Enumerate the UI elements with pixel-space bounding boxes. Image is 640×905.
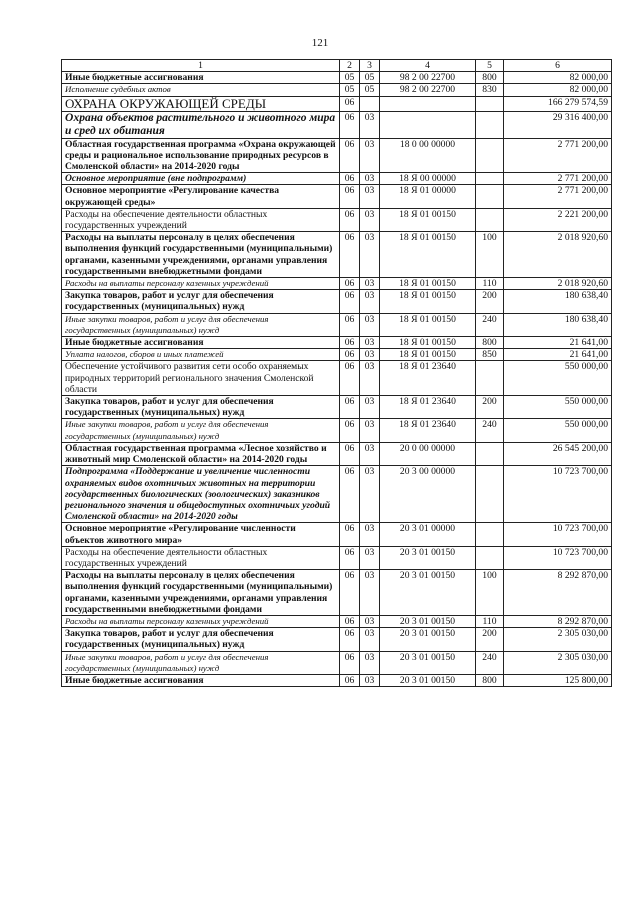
subsection-code-cell: 03 bbox=[360, 138, 380, 173]
amount-cell: 82 000,00 bbox=[504, 84, 612, 96]
row-name-cell: Уплата налогов, сборов и иных платежей bbox=[62, 349, 340, 361]
row-name-cell: Закупка товаров, работ и услуг для обеспечения государственных (муниципальных) нужд bbox=[62, 396, 340, 419]
amount-cell: 550 000,00 bbox=[504, 396, 612, 419]
header-cell: 6 bbox=[504, 60, 612, 72]
table-row bbox=[62, 72, 612, 84]
section-code-cell: 06 bbox=[340, 546, 360, 569]
subsection-code-cell: 03 bbox=[360, 361, 380, 396]
header-cell: 4 bbox=[380, 60, 476, 72]
subsection-code-cell: 03 bbox=[360, 232, 380, 278]
target-article-cell: 20 3 00 00000 bbox=[380, 466, 476, 523]
subsection-code-cell: 03 bbox=[360, 419, 380, 442]
amount-cell: 2 221 200,00 bbox=[504, 208, 612, 231]
amount-cell: 2 305 030,00 bbox=[504, 628, 612, 651]
amount-cell: 21 641,00 bbox=[504, 337, 612, 349]
section-code-cell: 06 bbox=[340, 651, 360, 674]
subsection-code-cell: 03 bbox=[360, 396, 380, 419]
amount-cell: 2 018 920,60 bbox=[504, 278, 612, 290]
expense-type-cell: 100 bbox=[476, 232, 504, 278]
target-article-cell: 20 3 01 00150 bbox=[380, 628, 476, 651]
section-code-cell: 06 bbox=[340, 615, 360, 627]
row-name-cell: Иные бюджетные ассигнования bbox=[62, 337, 340, 349]
amount-cell: 21 641,00 bbox=[504, 349, 612, 361]
subsection-code-cell: 03 bbox=[360, 523, 380, 546]
table-row bbox=[62, 570, 612, 616]
expense-type-cell bbox=[476, 361, 504, 396]
target-article-cell: 20 3 01 00150 bbox=[380, 674, 476, 686]
table-row bbox=[62, 313, 612, 336]
expense-type-cell: 240 bbox=[476, 651, 504, 674]
section-code-cell: 06 bbox=[340, 419, 360, 442]
subsection-code-cell: 05 bbox=[360, 72, 380, 84]
section-code-cell: 06 bbox=[340, 523, 360, 546]
target-article-cell: 20 0 00 00000 bbox=[380, 442, 476, 465]
amount-cell: 550 000,00 bbox=[504, 361, 612, 396]
expense-type-cell: 800 bbox=[476, 337, 504, 349]
amount-cell: 180 638,40 bbox=[504, 290, 612, 313]
row-name-cell: Подпрограмма «Поддержание и увеличение численности охраняемых видов охотничьих животных на территории государственных биологических (зоологических) заказников регионального значения и общедоступных охотничьих угодий Смоленской области» на 2014-2020 годы bbox=[62, 466, 340, 523]
amount-cell: 26 545 200,00 bbox=[504, 442, 612, 465]
row-name-cell: Иные бюджетные ассигнования bbox=[62, 674, 340, 686]
expense-type-cell bbox=[476, 173, 504, 185]
table-row bbox=[62, 615, 612, 627]
subsection-code-cell: 03 bbox=[360, 111, 380, 138]
target-article-cell: 18 Я 01 00150 bbox=[380, 290, 476, 313]
target-article-cell: 20 3 01 00150 bbox=[380, 651, 476, 674]
subsection-code-cell: 03 bbox=[360, 313, 380, 336]
table-row bbox=[62, 173, 612, 185]
section-code-cell: 05 bbox=[340, 84, 360, 96]
amount-cell: 550 000,00 bbox=[504, 419, 612, 442]
expense-type-cell bbox=[476, 466, 504, 523]
header-cell: 3 bbox=[360, 60, 380, 72]
target-article-cell: 18 Я 01 23640 bbox=[380, 396, 476, 419]
amount-cell: 2 771 200,00 bbox=[504, 138, 612, 173]
expense-type-cell bbox=[476, 546, 504, 569]
subsection-code-cell: 03 bbox=[360, 442, 380, 465]
table-row bbox=[62, 96, 612, 111]
subsection-code-cell: 03 bbox=[360, 278, 380, 290]
target-article-cell: 20 3 01 00000 bbox=[380, 523, 476, 546]
amount-cell: 8 292 870,00 bbox=[504, 570, 612, 616]
amount-cell: 166 279 574,59 bbox=[504, 96, 612, 111]
section-code-cell: 06 bbox=[340, 278, 360, 290]
row-name-cell: Иные бюджетные ассигнования bbox=[62, 72, 340, 84]
expense-type-cell bbox=[476, 111, 504, 138]
table-row bbox=[62, 290, 612, 313]
row-name-cell: Расходы на выплаты персоналу в целях обеспечения выполнения функций государственными (муниципальными) органами, казенными учреждениями, органами управления государственными внебюджетными фондами bbox=[62, 232, 340, 278]
expense-type-cell: 200 bbox=[476, 396, 504, 419]
target-article-cell: 98 2 00 22700 bbox=[380, 84, 476, 96]
amount-cell: 2 305 030,00 bbox=[504, 651, 612, 674]
target-article-cell: 20 3 01 00150 bbox=[380, 546, 476, 569]
target-article-cell bbox=[380, 111, 476, 138]
expense-type-cell: 800 bbox=[476, 674, 504, 686]
expense-type-cell: 830 bbox=[476, 84, 504, 96]
target-article-cell: 18 Я 01 00150 bbox=[380, 208, 476, 231]
subsection-code-cell: 03 bbox=[360, 337, 380, 349]
row-name-cell: Закупка товаров, работ и услуг для обеспечения государственных (муниципальных) нужд bbox=[62, 628, 340, 651]
section-code-cell: 06 bbox=[340, 337, 360, 349]
section-code-cell: 06 bbox=[340, 570, 360, 616]
section-code-cell: 06 bbox=[340, 290, 360, 313]
subsection-code-cell: 03 bbox=[360, 290, 380, 313]
section-code-cell: 06 bbox=[340, 466, 360, 523]
subsection-code-cell: 03 bbox=[360, 466, 380, 523]
expense-type-cell bbox=[476, 138, 504, 173]
section-code-cell: 06 bbox=[340, 96, 360, 111]
table-row bbox=[62, 185, 612, 208]
subsection-code-cell: 03 bbox=[360, 349, 380, 361]
amount-cell: 8 292 870,00 bbox=[504, 615, 612, 627]
target-article-cell: 18 Я 01 23640 bbox=[380, 419, 476, 442]
target-article-cell: 98 2 00 22700 bbox=[380, 72, 476, 84]
table-row bbox=[62, 674, 612, 686]
amount-cell: 10 723 700,00 bbox=[504, 466, 612, 523]
row-name-cell: Расходы на выплаты персоналу в целях обеспечения выполнения функций государственными (муниципальными) органами, казенными учреждениями, органами управления государственными внебюджетными фондами bbox=[62, 570, 340, 616]
section-code-cell: 06 bbox=[340, 396, 360, 419]
table-body bbox=[62, 72, 612, 687]
amount-cell: 2 771 200,00 bbox=[504, 173, 612, 185]
row-name-cell: Областная государственная программа «Лесное хозяйство и животный мир Смоленской области» на 2014-2020 годы bbox=[62, 442, 340, 465]
table-header-row bbox=[62, 60, 612, 72]
table-row bbox=[62, 546, 612, 569]
row-name-cell: ОХРАНА ОКРУЖАЮЩЕЙ СРЕДЫ bbox=[62, 96, 340, 111]
target-article-cell: 18 0 00 00000 bbox=[380, 138, 476, 173]
row-name-cell: Иные закупки товаров, работ и услуг для обеспечения государственных (муниципальных) нужд bbox=[62, 419, 340, 442]
target-article-cell: 20 3 01 00150 bbox=[380, 570, 476, 616]
table-row bbox=[62, 396, 612, 419]
row-name-cell: Исполнение судебных актов bbox=[62, 84, 340, 96]
table-row bbox=[62, 111, 612, 138]
target-article-cell: 18 Я 01 00150 bbox=[380, 349, 476, 361]
section-code-cell: 06 bbox=[340, 138, 360, 173]
section-code-cell: 06 bbox=[340, 185, 360, 208]
subsection-code-cell: 03 bbox=[360, 615, 380, 627]
subsection-code-cell: 03 bbox=[360, 173, 380, 185]
table-row bbox=[62, 442, 612, 465]
table-row bbox=[62, 232, 612, 278]
subsection-code-cell: 03 bbox=[360, 570, 380, 616]
row-name-cell: Расходы на выплаты персоналу казенных учреждений bbox=[62, 615, 340, 627]
expense-type-cell: 200 bbox=[476, 628, 504, 651]
section-code-cell: 06 bbox=[340, 173, 360, 185]
expense-type-cell: 110 bbox=[476, 278, 504, 290]
row-name-cell: Областная государственная программа «Охрана окружающей среды и рациональное использование природных ресурсов в Смоленской области» на 2014-2020 годы bbox=[62, 138, 340, 173]
expense-type-cell: 850 bbox=[476, 349, 504, 361]
target-article-cell: 18 Я 01 00150 bbox=[380, 313, 476, 336]
expense-type-cell: 800 bbox=[476, 72, 504, 84]
row-name-cell: Обеспечение устойчивого развития сети особо охраняемых природных территорий регионального значения Смоленской области bbox=[62, 361, 340, 396]
section-code-cell: 06 bbox=[340, 442, 360, 465]
table-row bbox=[62, 337, 612, 349]
page-number: 121 bbox=[311, 37, 329, 49]
expense-type-cell: 240 bbox=[476, 419, 504, 442]
subsection-code-cell: 03 bbox=[360, 208, 380, 231]
section-code-cell: 06 bbox=[340, 313, 360, 336]
table-row bbox=[62, 466, 612, 523]
section-code-cell: 06 bbox=[340, 628, 360, 651]
row-name-cell: Иные закупки товаров, работ и услуг для обеспечения государственных (муниципальных) нужд bbox=[62, 313, 340, 336]
table-row bbox=[62, 349, 612, 361]
section-code-cell: 06 bbox=[340, 208, 360, 231]
subsection-code-cell: 03 bbox=[360, 628, 380, 651]
table-row bbox=[62, 84, 612, 96]
target-article-cell bbox=[380, 96, 476, 111]
expense-type-cell: 100 bbox=[476, 570, 504, 616]
table-row bbox=[62, 138, 612, 173]
target-article-cell: 18 Я 01 00150 bbox=[380, 278, 476, 290]
row-name-cell: Основное мероприятие «Регулирование качества окружающей среды» bbox=[62, 185, 340, 208]
amount-cell: 180 638,40 bbox=[504, 313, 612, 336]
amount-cell: 125 800,00 bbox=[504, 674, 612, 686]
target-article-cell: 18 Я 01 00150 bbox=[380, 232, 476, 278]
row-name-cell: Расходы на выплаты персоналу казенных учреждений bbox=[62, 278, 340, 290]
expense-type-cell bbox=[476, 185, 504, 208]
table-row bbox=[62, 523, 612, 546]
expense-type-cell: 110 bbox=[476, 615, 504, 627]
expense-type-cell bbox=[476, 96, 504, 111]
budget-table bbox=[61, 59, 612, 687]
table-row bbox=[62, 361, 612, 396]
subsection-code-cell: 03 bbox=[360, 651, 380, 674]
header-cell: 1 bbox=[62, 60, 340, 72]
section-code-cell: 06 bbox=[340, 349, 360, 361]
section-code-cell: 05 bbox=[340, 72, 360, 84]
amount-cell: 10 723 700,00 bbox=[504, 523, 612, 546]
section-code-cell: 06 bbox=[340, 111, 360, 138]
expense-type-cell: 200 bbox=[476, 290, 504, 313]
row-name-cell: Расходы на обеспечение деятельности областных государственных учреждений bbox=[62, 208, 340, 231]
subsection-code-cell: 03 bbox=[360, 185, 380, 208]
target-article-cell: 18 Я 01 23640 bbox=[380, 361, 476, 396]
table-row bbox=[62, 651, 612, 674]
header-cell: 5 bbox=[476, 60, 504, 72]
table-row bbox=[62, 419, 612, 442]
amount-cell: 29 316 400,00 bbox=[504, 111, 612, 138]
section-code-cell: 06 bbox=[340, 232, 360, 278]
expense-type-cell bbox=[476, 208, 504, 231]
expense-type-cell bbox=[476, 523, 504, 546]
table-row bbox=[62, 208, 612, 231]
amount-cell: 2 018 920,60 bbox=[504, 232, 612, 278]
row-name-cell: Охрана объектов растительного и животного мира и сред их обитания bbox=[62, 111, 340, 138]
section-code-cell: 06 bbox=[340, 361, 360, 396]
row-name-cell: Основное мероприятие (вне подпрограмм) bbox=[62, 173, 340, 185]
subsection-code-cell: 03 bbox=[360, 674, 380, 686]
header-cell: 2 bbox=[340, 60, 360, 72]
expense-type-cell bbox=[476, 442, 504, 465]
subsection-code-cell: 03 bbox=[360, 546, 380, 569]
expense-type-cell: 240 bbox=[476, 313, 504, 336]
amount-cell: 10 723 700,00 bbox=[504, 546, 612, 569]
row-name-cell: Иные закупки товаров, работ и услуг для обеспечения государственных (муниципальных) нужд bbox=[62, 651, 340, 674]
row-name-cell: Расходы на обеспечение деятельности областных государственных учреждений bbox=[62, 546, 340, 569]
target-article-cell: 18 Я 00 00000 bbox=[380, 173, 476, 185]
amount-cell: 82 000,00 bbox=[504, 72, 612, 84]
target-article-cell: 18 Я 01 00150 bbox=[380, 337, 476, 349]
table-row bbox=[62, 628, 612, 651]
target-article-cell: 18 Я 01 00000 bbox=[380, 185, 476, 208]
subsection-code-cell: 05 bbox=[360, 84, 380, 96]
amount-cell: 2 771 200,00 bbox=[504, 185, 612, 208]
table-row bbox=[62, 278, 612, 290]
target-article-cell: 20 3 01 00150 bbox=[380, 615, 476, 627]
section-code-cell: 06 bbox=[340, 674, 360, 686]
row-name-cell: Основное мероприятие «Регулирование численности объектов животного мира» bbox=[62, 523, 340, 546]
subsection-code-cell bbox=[360, 96, 380, 111]
row-name-cell: Закупка товаров, работ и услуг для обеспечения государственных (муниципальных) нужд bbox=[62, 290, 340, 313]
